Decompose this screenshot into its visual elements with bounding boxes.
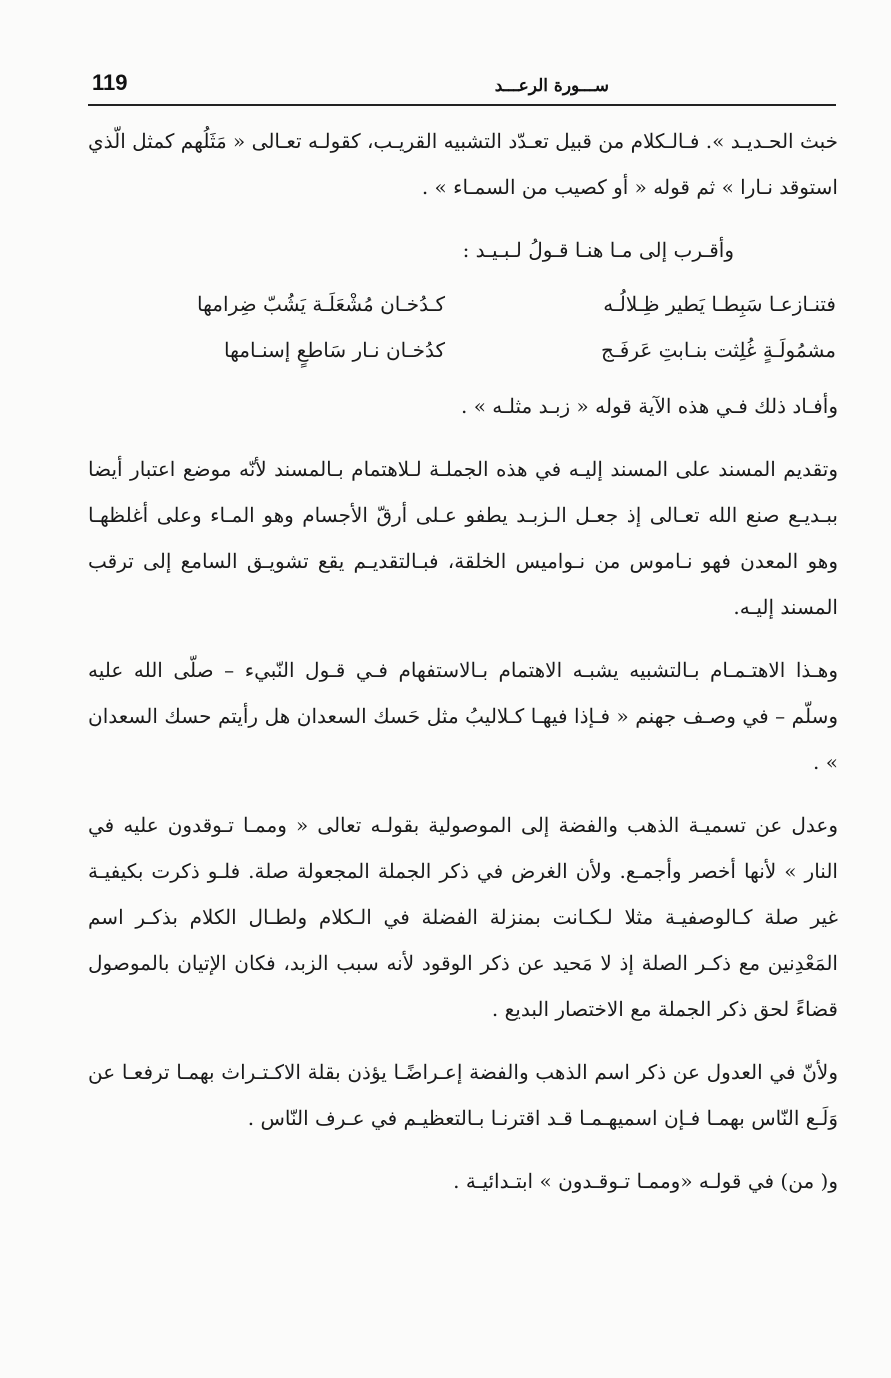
verse-first-hemistich: مشمُولَـةٍ غُلِثت بنـابتِ عَرفَـج [600, 338, 836, 362]
poem-intro: وأقـرب إلى مـا هنـا قـولُ لـبـيـد : [462, 238, 734, 262]
paragraph-8: و( من) في قولـه «وممـا تـوقـدون » ابتـدائيـة . [453, 1169, 838, 1193]
verse-second-hemistich: كـدُخـان مُشْعَلَـة يَشُبّ ضِرامها [196, 292, 445, 316]
poem-verse [88, 281, 836, 327]
page-number: 119 [92, 70, 128, 95]
paragraph-6: وعدل عن تسميـة الذهب والفضة إلى الموصولية بقولـه تعالى « وممـا تـوقدون عليه في النار » لأنها أخصر وأجمـع. ولأن الغرض في ذكر الجملة المجعولة صلة. فلـو ذكرت بكيفيـة غير صلة كـالوصفيـة مثلا لـكـانت بمنزلة الفضلة في الـكلام ولطـال الكلام بذكـر اسم المَعْدِنين مع ذكـر الصلة إذ لا مَحيد عن ذكر الوقود لأنه سبب الزبد، فكان الإتيان بالموصول قضاءً لحق ذكر الجملة مع الاختصار البديع . [88, 813, 838, 1021]
verse-first-hemistich: فتنـازعـا سَبِطـا يَطير ظِـلالُـه [603, 292, 836, 316]
poem-verse [88, 327, 836, 373]
paragraph-4: وتقديم المسند على المسند إليـه في هذه الجملـة لـلاهتمام بـالمسند لأنّه موضع اعتبار أيضا ببـديـع صنع الله تعـالى إذ جعـل الـزبـد يطفو عـلى أرقّ الأجسام وهو المـاء وعلى أغلظهـا وهو المعدن فهو نـاموس من نـواميس الخلقة، فبـالتقديـم يقع تشويـق السامع إلى ترقب المسند إليـه. [88, 457, 838, 619]
header-divider [88, 104, 836, 106]
running-head-title: ســـورة الرعـــد [494, 76, 609, 96]
paragraph-5: وهـذا الاهتـمـام بـالتشبيه يشبـه الاهتمام بـالاستفهام فـي قـول النّبيء – صلّى الله عليه وسلّم – في وصـف جهنم « فـإذا فيهـا كـلاليبُ مثل حَسك السعدان هل رأيتم حسك السعدان » . [88, 658, 838, 774]
verse-second-hemistich: كدُخـان نـار سَاطعٍ إسنـامها [223, 338, 445, 362]
paragraph-1: خبث الحـديـد ». فـالـكلام من قبيل تعـدّد التشبيه القريـب، كقولـه تعـالى « مَثَلُهم كمثل الّذي استوقد نـارا » ثم قوله « أو كصيب من السمـاء » . [88, 129, 838, 199]
paragraph-3: وأفـاد ذلك فـي هذه الآية قوله « زبـد مثلـه » . [460, 394, 838, 418]
poem-block [88, 281, 838, 373]
paragraph-7: ولأنّ في العدول عن ذكر اسم الذهب والفضة إعـراضًـا يؤذن بقلة الاكـتـراث بهمـا ترفعـا عن وَلَـع النّاس بهمـا فـإن اسميهـمـا قـد اقترنـا بـالتعظيـم في عـرف النّاس . [88, 1060, 838, 1130]
page-body [88, 118, 838, 1204]
